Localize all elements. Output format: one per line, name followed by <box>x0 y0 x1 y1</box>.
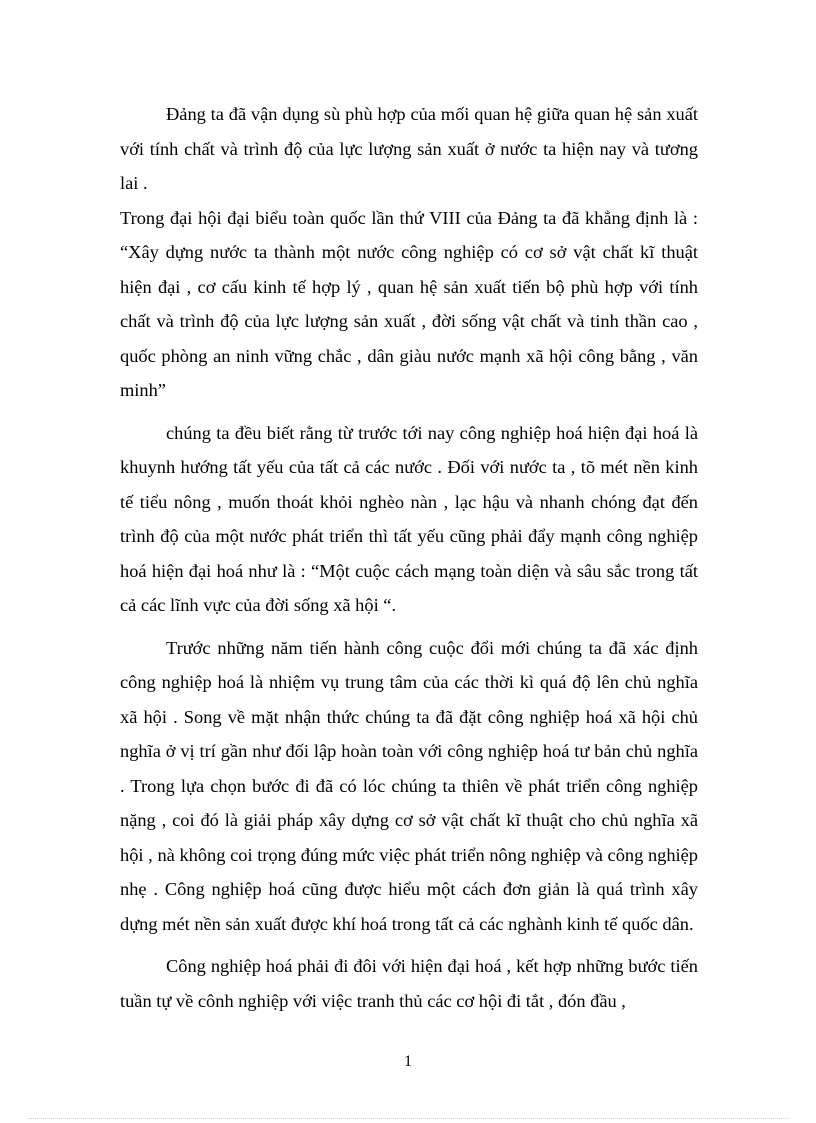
body-text <box>120 97 698 1018</box>
paragraph-2: Trong đại hội đại biểu toàn quốc lần thứ VIII của Đảng ta đã khẳng định là : “Xây dựng nước ta thành một nước công nghiệp có cơ sở vật chất kĩ thuật hiện đại , cơ cấu kinh tế hợp lý , quan hệ sản xuất tiến bộ phù hợp với tính chất và trình độ của lực lượng sản xuất , đời sống vật chất và tinh thần cao , quốc phòng an ninh vững chắc , dân giàu nước mạnh xã hội công bằng , văn minh” <box>120 207 698 400</box>
paragraph-3: chúng ta đều biết rằng từ trước tới nay công nghiệp hoá hiện đại hoá là khuynh hướng tất yếu của tất cả các nước . Đối với nước ta , tõ mét nền kinh tế tiểu nông , muốn thoát khỏi nghèo nàn , lạc hậu và nhanh chóng đạt đến trình độ của một nước phát triển thì tất yếu cũng phải đẩy mạnh công nghiệp hoá hiện đại hoá như là : “Một cuộc cách mạng toàn diện và sâu sắc trong tất cả các lĩnh vực của đời sống xã hội “. <box>120 422 698 615</box>
paragraph-4: Trước những năm tiến hành công cuộc đổi mới chúng ta đã xác định công nghiệp hoá là nhiệm vụ trung tâm của các thời kì quá độ lên chủ nghĩa xã hội . Song về mặt nhận thức chúng ta đã đặt công nghiệp hoá xã hội chủ nghĩa ở vị trí gần như đối lập hoàn toàn với công nghiệp hoá tư bản chủ nghĩa . Trong lựa chọn bước đi đã có lóc chúng ta thiên về phát triển công nghiệp nặng , coi đó là giải pháp xây dựng cơ sở vật chất kĩ thuật cho chủ nghĩa xã hội , nà không coi trọng đúng mức việc phát triển nông nghiệp và công nghiệp nhẹ . Công nghiệp hoá cũng được hiểu một cách đơn giản là quá trình xây dựng mét nền sản xuất được khí hoá trong tất cả các nghành kinh tế quốc dân. <box>120 637 698 934</box>
paragraph-5: Công nghiệp hoá phải đi đôi với hiện đại hoá , kết hợp những bước tiến tuần tự về cônh nghiệp với việc tranh thủ các cơ hội đi tắt , đón đầu , <box>120 956 698 1011</box>
page-number: 1 <box>404 1053 412 1070</box>
page-bottom-divider <box>28 1118 788 1119</box>
paragraph-1: Đảng ta đã vận dụng sù phù hợp của mối quan hệ giữa quan hệ sản xuất với tính chất và trình độ của lực lượng sản xuất ở nước ta hiện nay và tương lai . <box>120 104 698 193</box>
